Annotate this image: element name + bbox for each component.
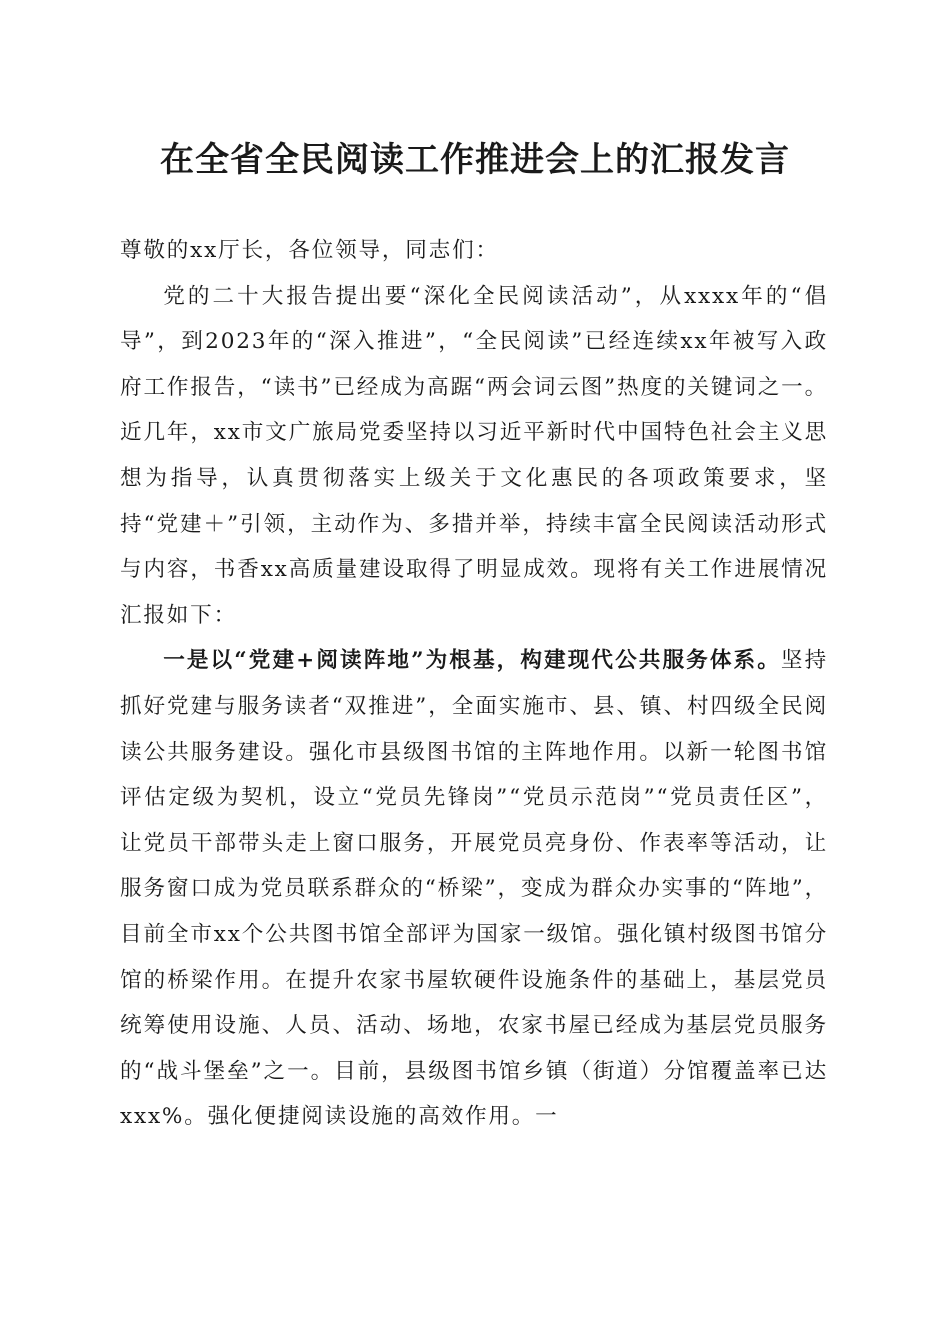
- paragraph-intro: 党的二十大报告提出要“深化全民阅读活动”，从xxxx年的“倡导”，到2023年的“深入推进”，“全民阅读”已经连续xx年被写入政府工作报告，“读书”已经成为高踞“两会词云图”热度的关键词之一。近几年，xx市文广旅局党委坚持以习近平新时代中国特色社会主义思想为指导，认真贯彻落实上级关于文化惠民的各项政策要求，坚持“党建＋”引领，主动作为、多措并举，持续丰富全民阅读活动形式与内容，书香xx高质量建设取得了明显成效。现将有关工作进展情况汇报如下：: [120, 283, 828, 628]
- document-body: [120, 228, 828, 1140]
- salutation: 尊敬的xx厅长，各位领导，同志们：: [120, 238, 499, 263]
- paragraph-first-point-text: 坚持抓好党建与服务读者“双推进”，全面实施市、县、镇、村四级全民阅读公共服务建设。强化市县级图书馆的主阵地作用。以新一轮图书馆评估定级为契机，设立“党员先锋岗”“党员示范岗”“党员责任区”，让党员干部带头走上窗口服务，开展党员亮身份、作表率等活动，让服务窗口成为党员联系群众的“桥梁”，变成为群众办实事的“阵地”，目前全市xx个公共图书馆全部评为国家一级馆。强化镇村级图书馆分馆的桥梁作用。在提升农家书屋软硬件设施条件的基础上，基层党员统筹使用设施、人员、活动、场地，农家书屋已经成为基层党员服务的“战斗堡垒”之一。目前，县级图书馆乡镇（街道）分馆覆盖率已达xxx%。强化便捷阅读设施的高效作用。一: [120, 648, 828, 1130]
- paragraph-lead-heading: 一是以“党建+阅读阵地”为根基，构建现代公共服务体系。: [163, 648, 781, 674]
- document-title: 在全省全民阅读工作推进会上的汇报发言: [160, 140, 790, 180]
- paragraph-first-point: [120, 638, 828, 1140]
